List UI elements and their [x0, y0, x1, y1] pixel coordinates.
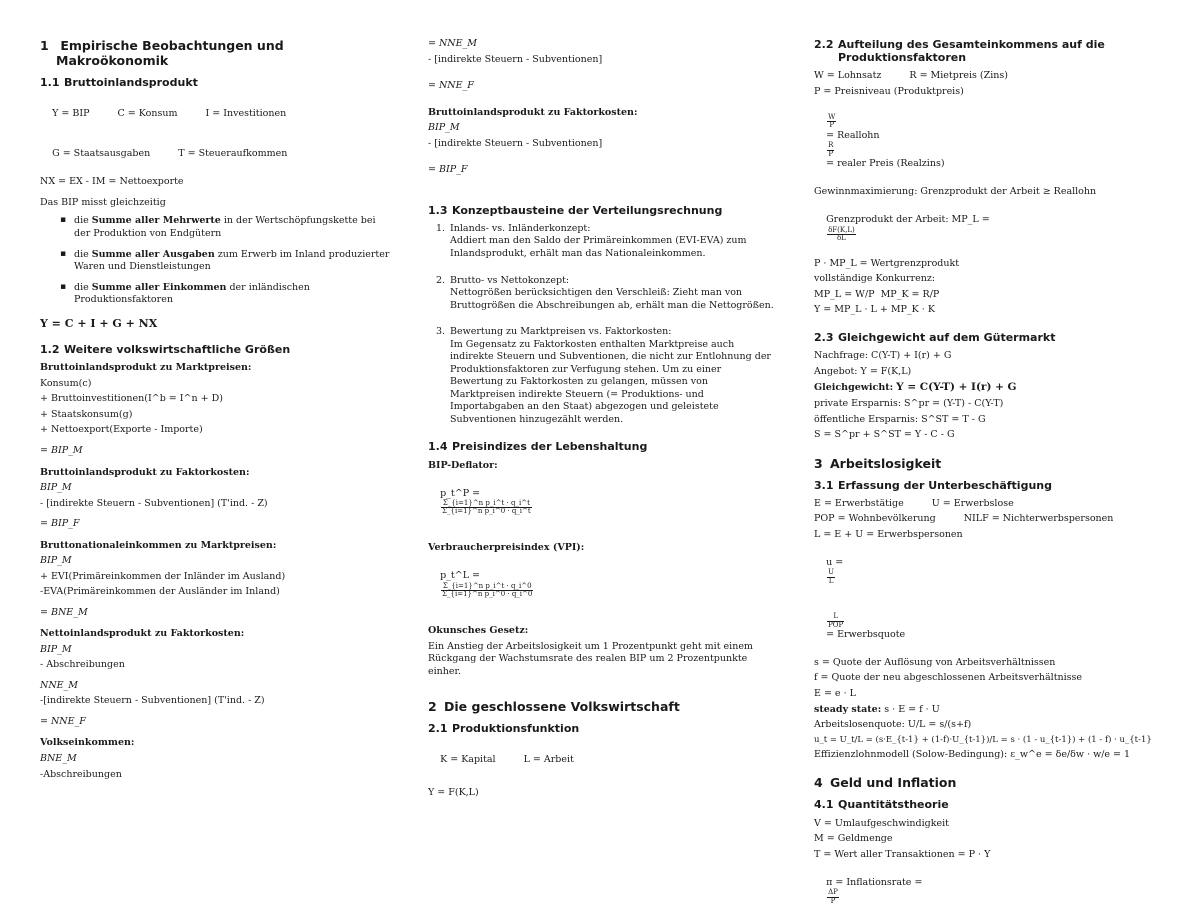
- prod-function: Y = F(K,L): [428, 787, 479, 799]
- erwerbsquote-line: $\frac{L}{\text{POP}}$ = Erwerbsquote: [826, 612, 906, 640]
- section-2-2-heading: 2.2 Aufteilung des Gesamteinkommens auf die Produktionsfaktoren: [814, 38, 1105, 65]
- steady-state-line: steady state: s · E = f · U: [814, 703, 940, 715]
- gdp-identity: Y = C + I + G + NX: [40, 316, 158, 330]
- definitions-row-2: G = Staatsausgaben T = Steueraufkommen: [52, 148, 288, 160]
- section-1-3-heading: 1.3 Konzeptbausteine der Verteilungsrechnung: [428, 203, 723, 217]
- column-2: [428, 38, 776, 803]
- bip-bullet-list: [40, 215, 390, 306]
- section-1-1-heading: 1.1 Bruttoinlandsprodukt: [40, 76, 198, 89]
- bullet-item: ▪ die Summe aller Mehrwerte in der Wertschöpfungskette bei der Produktion von Endgütern: [74, 215, 390, 240]
- equilibrium-line: Gleichgewicht: Y = C(Y-T) + I(r) + G: [814, 381, 1017, 394]
- concept-item: 3. Bewertung zu Marktpreisen vs. Faktorkosten: Im Gegensatz zu Faktorkosten enthalten Marktpreise auch indirekte Steuern und Subventionen, die nicht zur Entlohnung der Produktionsfaktoren zur Verfugung stehen. Um zu einer Bewertung zu Faktorkosten zu gelangen, müssen von Marktpreisen indirekte Steuern (= Produktions- und Importabgaben an den Staat) abgezogen und geleistete Subventionen hinzugezählt werden.: [436, 326, 771, 425]
- paasche-formula: p_t^P = $\frac{\text{Σ\_\{i=1\}\textasciicircum{}n p\_i\textasciicircum{}t · q\_i\textasciicircum{}t}}{\text{Σ\_\{i=1\}\textasciicircum{}n p\_i\textasciicircum{}0 · q\_i\textasciicircum{}t}}$: [440, 487, 531, 516]
- section-3-1-heading: 3.1 Erfassung der Unterbeschäftigung: [814, 478, 1052, 492]
- vpi-label: Verbraucherpreisindex (VPI):: [428, 542, 585, 554]
- section-1-heading: 1 Empirische Beobachtungen und Makroökonomik: [40, 38, 284, 68]
- definitions-row-1: Y = BIP C = Konsum I = Investitionen: [52, 107, 287, 119]
- bip-intro: Das BIP misst gleichzeitig: [40, 196, 166, 208]
- bip-deflator-label: BIP-Deflator:: [428, 459, 498, 471]
- section-2-1-heading: 2.1 Produktionsfunktion: [428, 722, 580, 736]
- section-4-1-heading: 4.1 Quantitätstheorie: [814, 798, 949, 812]
- volkseinkommen-block: Volkseinkommen: BNE_M -Abschreibungen: [40, 737, 135, 780]
- nip-block: Nettoinlandsprodukt zu Faktorkosten: BIP_M - Abschreibungen NNE_M -[indirekte Steuern - Subventionen] (T'ind. - Z) = NNE_F: [40, 628, 265, 727]
- section-2-heading: 2 Die geschlossene Volkswirtschaft: [428, 699, 680, 715]
- u-rate-line: u = $\frac{U}{L}$: [826, 556, 844, 585]
- concept-item: 1. Inlands- vs. Inländerkonzept: Addiert man den Saldo der Primäreinkommen (EVI-EVA) zum Inlandsprodukt, erhält man das Nationaleinkommen.: [436, 222, 747, 259]
- okun-label: Okunsches Gesetz:: [428, 625, 529, 637]
- alq-line: Arbeitslosenquote: U/L = s/(s+f): [814, 719, 972, 731]
- section-1-4-heading: 1.4 Preisindizes der Lebenshaltung: [428, 440, 648, 454]
- section-2-3-heading: 2.3 Gleichgewicht auf dem Gütermarkt: [814, 330, 1056, 344]
- bullet-item: ▪ die Summe aller Einkommen der inländischen Produktionsfaktoren: [74, 282, 390, 307]
- definitions-row-3: NX = EX - IM = Nettoexporte: [40, 176, 184, 188]
- column-3: 2.2 Aufteilung des Gesamteinkommens auf die Produktionsfaktoren W = Lohnsatz R = Mietpreis (Zins) P = Preisniveau (Produktpreis) $\frac{W}{P}$ = Reallohn $\frac{R}{P}$ = realer Preis (Realzins) Gewinnmaximierung: Grenzprodukt der Arbeit ≥ Reallohn Grenzprodukt der Arbeit: MP_L = $\frac{\delta F(K,L)}{\delta L}$ P · MP_L = Wertgrenzprodukt vollständige Konkurrenz: MP_L = W/P MP_K = R/P Y = MP_L · L + MP_K · K 2.3 Gleichgewicht auf dem Gütermarkt Nachfrage: C(Y-T) + I(r) + G Angebot: Y = F(K,L) Gleichgewicht: Y = C(Y-T) + I(r) + G private Ersparnis: S^pr = (Y-T) - C(Y-T) öffentliche Ersparnis: S^ST = T - G S = S^pr + S^ST = Y - C - G 3 Arbeitslosigkeit 3.1 Erfassung der Unterbeschäftigung E = Erwerbstätige U = Erwerbslose POP = Wohnbevölkerung NILF = Nichterwerbspersonen L = E + U = Erwerbspersonen u = $\frac{U}{L}$ $\frac{L}{\text{POP}}$ = Erwerbsquote s = Quote der Auflösung von Arbeitsverhältnissen f = Quote der neu abgeschlossenen Arbeitsverhältnisse E = e · L steady state: s · E = f · U Arbeitslosenquote: U/L = s/(s+f) u_t = U_t/L = (s·E_{t-1} + (1-f)·U_{t-1})/L = s · (1 - u_{t-1}) + (1 - f) · u_{t-1} Effizienzlohnmodell (Solow-Bedingung): ε_w^e = δe/δw · w/e = 1 4 Geld und Inflation 4.1 Quantitätstheorie V = Umlaufgeschwindigkeit M = Geldmenge T = Wert aller Transaktionen = P · Y π = Inflationsrate = $\frac{\Delta P}{P}$: [814, 38, 1164, 920]
- laspeyres-formula: p_t^L = $\frac{\text{Σ\_\{i=1\}\textasciicircum{}n p\_i\textasciicircum{}t · q\_i\textasciicircum{}0}}{\text{Σ\_\{i=1\}\textasciicircum{}n p\_i\textasciicircum{}0 · q\_i\textasciicircum{}0}}$: [440, 570, 533, 599]
- column-1: [40, 38, 390, 790]
- bip-faktorkosten-block: Bruttoinlandsprodukt zu Faktorkosten: BIP_M - [indirekte Steuern - Subventionen] (T'ind. - Z) = BIP_F: [40, 466, 268, 530]
- concept-list: [428, 223, 776, 426]
- okun-text: Ein Anstieg der Arbeitslosigkeit um 1 Prozentpunkt geht mit einem Rückgang der Wachstumsrate des realen BIP um 2 Prozentpunkte einher.: [428, 640, 756, 677]
- bip-marktpreise-block: Bruttoinlandsprodukt zu Marktpreisen: Konsum(c) + Bruttoinvestitionen(I^b = I^n + D) + Staatskonsum(g) + Nettoexport(Exporte - Importe) = BIP_M: [40, 362, 252, 456]
- bullet-item: ▪ die Summe aller Ausgaben zum Erwerb im Inland produzierter Waren und Dienstleistungen: [74, 249, 390, 274]
- section-3-heading: 3 Arbeitslosigkeit: [814, 455, 942, 471]
- inflation-line: π = Inflationsrate = $\frac{\Delta P}{P}$: [826, 876, 923, 905]
- grenzprodukt-line: Grenzprodukt der Arbeit: MP_L = $\frac{\delta F(K,L)}{\delta L}$: [826, 214, 990, 242]
- reallohn-line: $\frac{W}{P}$ = Reallohn $\frac{R}{P}$ = realer Preis (Realzins): [826, 112, 945, 169]
- section-1-2-heading: 1.2 Weitere volkswirtschaftliche Größen: [40, 343, 291, 357]
- prod-defs: K = Kapital L = Arbeit: [440, 754, 574, 765]
- nne-continued-block: = NNE_M - [indirekte Steuern - Subventionen] = NNE_F: [428, 38, 603, 92]
- bip-faktorkosten-block-2: Bruttoinlandsprodukt zu Faktorkosten: BIP_M - [indirekte Steuern - Subventionen] = BIP_F: [428, 106, 638, 176]
- bne-block: Bruttonationaleinkommen zu Marktpreisen: BIP_M + EVI(Primäreinkommen der Inländer im Ausland) -EVA(Primäreinkommen der Ausländer im Inland) = BNE_M: [40, 539, 286, 618]
- section-4-heading: 4 Geld und Inflation: [814, 775, 957, 791]
- concept-item: 2. Brutto- vs Nettokonzept: Nettogrößen berücksichtigen den Verschleiß: Zieht man von Bruttogrößen die Abschreibungen ab, erhält man die Nettogrößen.: [436, 274, 774, 311]
